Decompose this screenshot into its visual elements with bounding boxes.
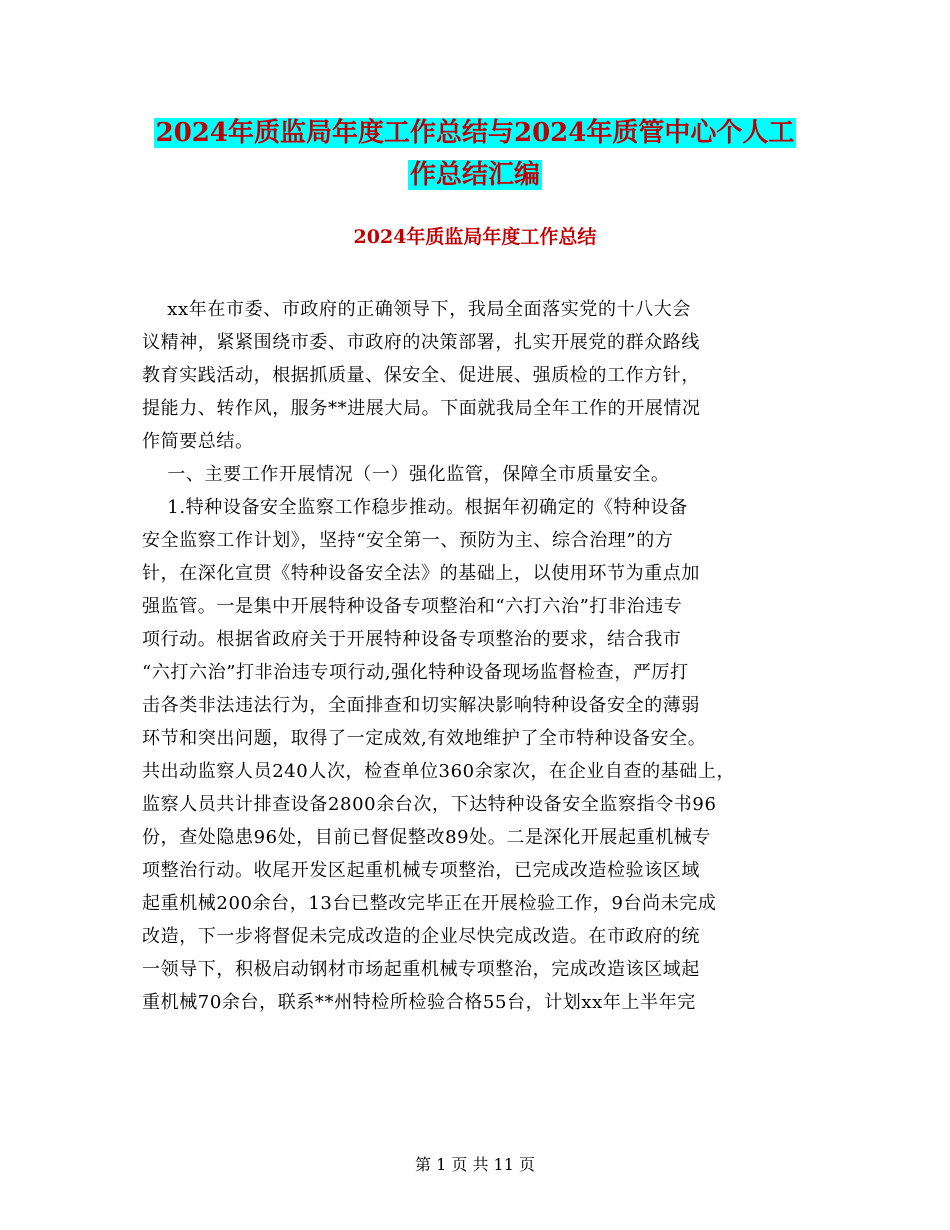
body-line: 份，查处隐患96处，目前已督促整改89处。二是深化开展起重机械专	[142, 827, 712, 848]
document-title-line-1	[0, 114, 950, 152]
title-highlight-2: 作总结汇编	[409, 160, 540, 190]
body-line: 强监管。一是集中开展特种设备专项整治和“六打六治”打非治违专	[142, 596, 683, 617]
body-line: 1.特种设备安全监察工作稳步推动。根据年初确定的《特种设备	[142, 497, 688, 518]
body-line: “六打六治”打非治违专项行动,强化特种设备现场监督检查，严厉打	[142, 662, 689, 683]
body-line: 作简要总结。	[142, 431, 254, 452]
body-line: 提能力、转作风，服务**进展大局。下面就我局全年工作的开展情况	[142, 398, 701, 419]
body-line: 监察人员共计排查设备2800余台次，下达特种设备安全监察指令书96	[142, 794, 717, 815]
body-line: 共出动监察人员240人次，检查单位360余家次，在企业自查的基础上，	[142, 761, 736, 782]
document-title-line-2	[0, 156, 950, 194]
body-line: 针，在深化宣贯《特种设备安全法》的基础上，以使用环节为重点加	[142, 563, 700, 584]
page-footer: 第 1 页 共 11 页	[415, 1155, 535, 1174]
body-line: 议精神，紧紧围绕市委、市政府的决策部署，扎实开展党的群众路线	[142, 332, 700, 353]
body-line: 项行动。根据省政府关于开展特种设备专项整治的要求，结合我市	[142, 629, 682, 650]
body-line: 环节和突出问题，取得了一定成效,有效地维护了全市特种设备安全。	[142, 728, 707, 749]
title-highlight-1: 2024年质监局年度工作总结与2024年质管中心个人工	[155, 118, 795, 148]
body-line: 改造，下一步将督促未完成改造的企业尽快完成改造。在市政府的统	[142, 926, 700, 947]
body-line: 一、主要工作开展情况（一）强化监管，保障全市质量安全。	[142, 464, 670, 485]
body-line: 一领导下，积极启动钢材市场起重机械专项整治，完成改造该区域起	[142, 959, 700, 980]
body-line: 击各类非法违法行为，全面排查和切实解决影响特种设备安全的薄弱	[142, 695, 700, 716]
section-title: 2024年质监局年度工作总结	[353, 226, 597, 248]
body-line: 安全监察工作计划》，坚持“安全第一、预防为主、综合治理”的方	[142, 530, 674, 551]
body-line: 起重机械200余台，13台已整改完毕正在开展检验工作，9台尚未完成	[142, 893, 717, 914]
body-line: 项整治行动。收尾开发区起重机械专项整治，已完成改造检验该区域	[142, 860, 700, 881]
body-line: 重机械70余台，联系**州特检所检验合格55台，计划xx年上半年完	[142, 992, 696, 1013]
body-line: 教育实践活动，根据抓质量、保安全、促进展、强质检的工作方针，	[142, 365, 700, 386]
body-text	[142, 293, 812, 1019]
body-line: xx年在市委、市政府的正确领导下，我局全面落实党的十八大会	[142, 299, 691, 320]
